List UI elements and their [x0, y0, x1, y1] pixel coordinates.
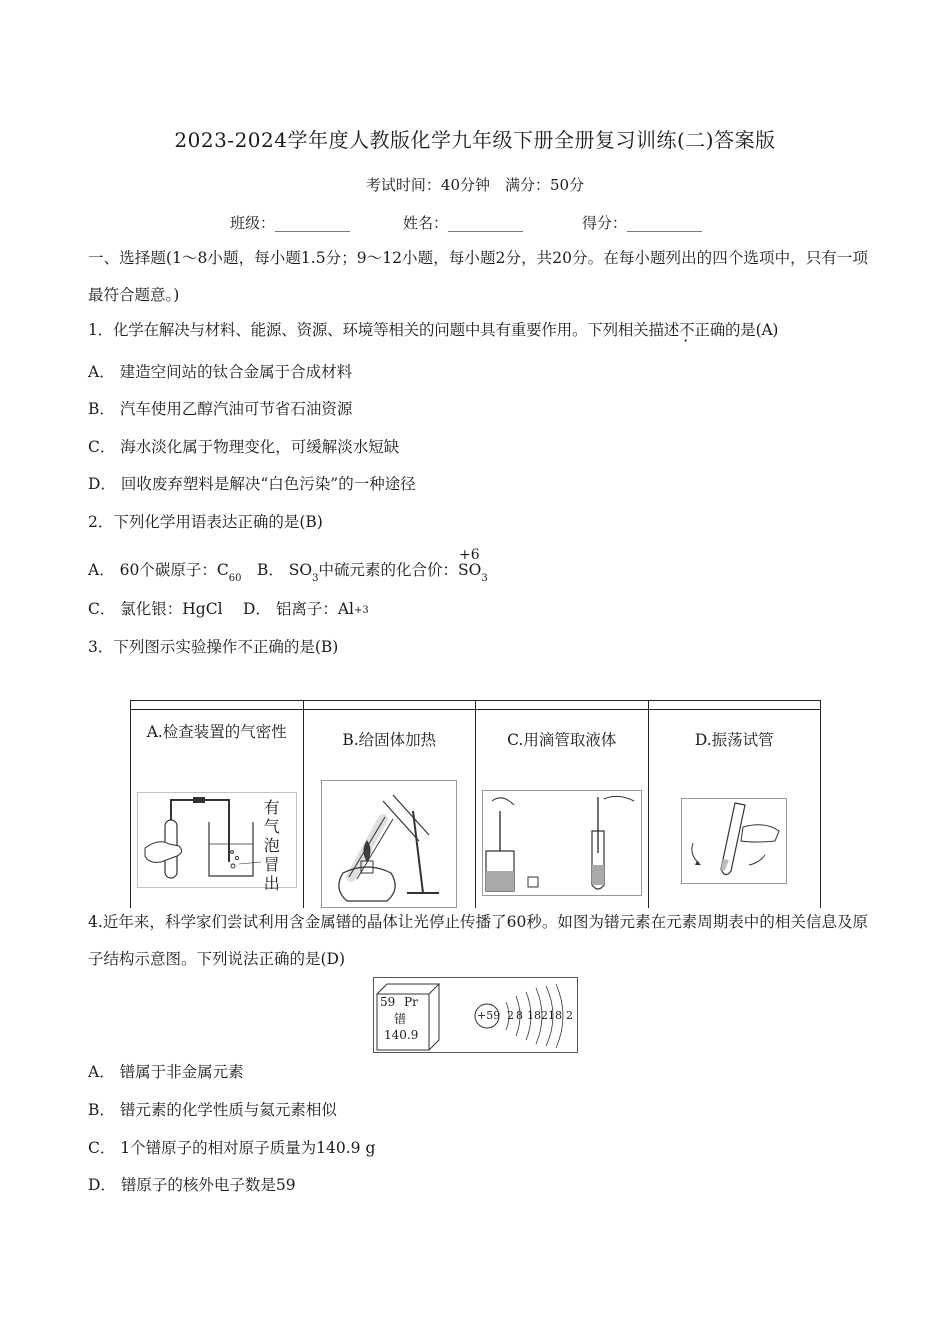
q1-stem-part1: 1．化学在解决与材料、能源、资源、环境等相关的问题中具有重要作用。下列相关描述 — [88, 321, 680, 339]
q2-b-formula-text: SO — [458, 561, 482, 579]
exam-info: 考试时间：40分钟 满分：50分 — [365, 176, 585, 194]
heating-solid-illustration — [321, 780, 457, 908]
dropper-icon — [484, 791, 640, 893]
q3-image-c — [476, 780, 649, 908]
q3-option-d-text: D.振荡试管 — [694, 731, 774, 749]
q1-stem-part2: 正确的是(A) — [694, 321, 779, 339]
element-symbol: Pr — [404, 995, 418, 1009]
shell-5: 8 — [555, 1009, 562, 1022]
q3-image-b — [303, 780, 476, 908]
section-heading: 一、选择题(1～8小题，每小题1.5分；9～12小题，每小题2分，共20分。在每小题列出的四个选项中，只有一项最符合题意。) — [88, 249, 868, 304]
q2-a-subscript: 60 — [228, 573, 242, 584]
q2-b-formula — [458, 547, 488, 584]
q3-option-c-label — [476, 710, 649, 781]
dropper-illustration — [482, 790, 642, 896]
q4-option-d: D． 镨原子的核外电子数是59 — [88, 1176, 296, 1194]
bubble-annotation: 有气泡冒出 — [263, 798, 280, 893]
shaking-tube-illustration — [681, 798, 787, 884]
q2-option-a: A． 60个碳原子：C — [88, 561, 229, 579]
name-field: 姓名：__________ — [403, 214, 524, 232]
atomic-number: 59 — [380, 995, 396, 1009]
q3-option-a-label — [131, 710, 304, 781]
q2-b-valence: +6 — [459, 547, 480, 563]
q2-options-ab — [88, 547, 488, 584]
page-title: 2023-2024学年度人教版化学九年级下册全册复习训练(二)答案版 — [174, 128, 776, 152]
q3-option-a-text: A.检查装置的气密性 — [146, 723, 287, 741]
shell-1: 2 — [507, 1009, 514, 1022]
element-info-figure — [373, 977, 578, 1053]
shell-4: 21 — [541, 1009, 555, 1022]
q4-option-b: B． 镨元素的化学性质与氦元素相似 — [88, 1101, 337, 1119]
q3-option-d-label — [648, 710, 821, 781]
shell-3: 18 — [527, 1009, 541, 1022]
q3-stem: 3．下列图示实验操作不正确的是(B) — [88, 638, 339, 656]
q3-options-table — [130, 700, 821, 908]
q2-option-cd-text: C． 氯化银：HgCl D． 铝离子：Al — [88, 600, 354, 618]
shell-6: 2 — [566, 1009, 573, 1022]
q2-d-superscript: +3 — [353, 605, 369, 616]
q2-b-subscript2: 3 — [481, 573, 488, 584]
q3-image-a — [131, 780, 304, 908]
q2-b-text: 中硫元素的化合价： — [318, 561, 458, 579]
airtightness-check-illustration — [137, 792, 297, 892]
element-name: 镨 — [394, 1012, 407, 1026]
q4-option-a: A． 镨属于非金属元素 — [88, 1063, 244, 1081]
q3-option-b-text: B.给固体加热 — [342, 731, 437, 749]
q2-options-cd — [88, 597, 369, 619]
q3-option-c-text: C.用滴管取液体 — [507, 731, 617, 749]
q3-image-d — [648, 780, 821, 908]
shell-2: 8 — [516, 1009, 523, 1022]
q1-option-a: A． 建造空间站的钛合金属于合成材料 — [88, 363, 353, 381]
score-field: 得分：__________ — [582, 214, 703, 232]
atomic-mass: 140.9 — [384, 1028, 419, 1042]
q3-option-b-label — [303, 710, 476, 781]
nucleus-charge: +59 — [477, 1009, 501, 1022]
q2-b-subscript: 3 — [312, 573, 319, 584]
q4-stem: 4.近年来，科学家们尝试利用含金属镨的晶体让光停止传播了60秒。如图为镨元素在元素周期表中的相关信息及原子结构示意图。下列说法正确的是(D) — [88, 913, 868, 968]
class-field: 班级：__________ — [230, 214, 351, 232]
alcohol-lamp-icon — [323, 781, 455, 905]
q1-option-b: B． 汽车使用乙醇汽油可节省石油资源 — [88, 400, 353, 418]
q2-stem: 2．下列化学用语表达正确的是(B) — [88, 513, 323, 531]
q2-option-b: B． SO — [241, 561, 313, 579]
q1-stem — [88, 318, 778, 340]
test-tube-hand-icon — [683, 799, 785, 881]
q1-option-c: C． 海水淡化属于物理变化，可缓解淡水短缺 — [88, 438, 400, 456]
q1-stem-emphasis: 不 — [679, 321, 695, 339]
q4-option-c: C． 1个镨原子的相对原子质量为140.9 g — [88, 1139, 376, 1157]
q1-option-d: D． 回收废弃塑料是解决“白色污染”的一种途径 — [88, 475, 416, 493]
